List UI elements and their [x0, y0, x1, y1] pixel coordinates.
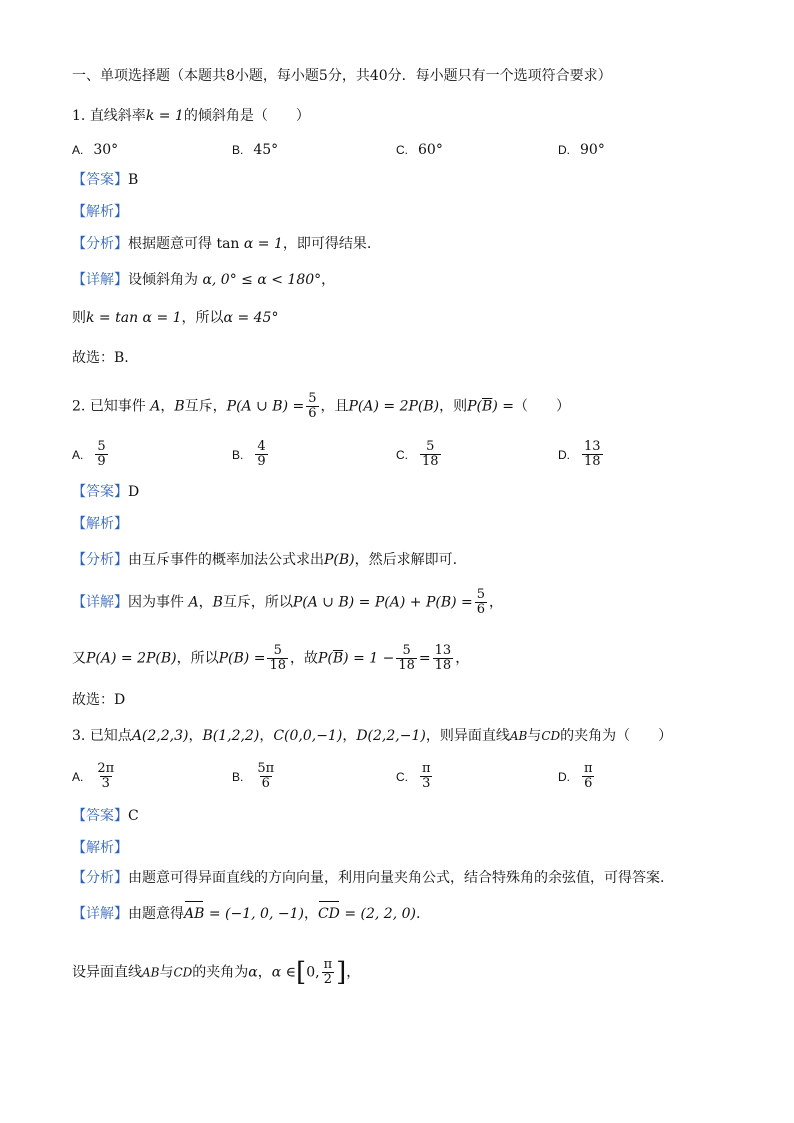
q2-fenxi-a: 由互斥事件的概率加法公式求出	[128, 552, 324, 568]
q1-detail-c: ，	[321, 272, 336, 288]
q2-fenxi-b: P(B)	[324, 552, 355, 568]
q3-option-b-label: B.	[232, 769, 244, 784]
q2-stem-k: $\overline{B}$	[482, 398, 493, 415]
q3-set-e: ，	[257, 964, 272, 981]
q3-option-a-den: 3	[101, 776, 110, 791]
question-1-text-a: 直线斜率	[89, 108, 146, 124]
q2-also-f1-den: 18	[269, 658, 286, 673]
q1-fenxi	[72, 234, 371, 254]
q3-stem-c: 与	[527, 728, 542, 744]
q2-option-b-den: 9	[257, 454, 266, 469]
q1-then-d: α = 45°	[223, 310, 279, 326]
q2-option-c-num: 5	[426, 439, 435, 454]
q2-stem-c: ，	[160, 398, 175, 415]
q1-option-b-label: B.	[232, 143, 244, 157]
analysis-tag: 【解析】	[72, 516, 128, 532]
q3-set-ab: AB	[142, 965, 160, 980]
q3-set-a: 设异面直线	[72, 964, 142, 981]
q2-stem-l: ) =	[492, 398, 514, 415]
q3-detail-c: ，	[303, 906, 318, 922]
q2-option-d-label: D.	[558, 447, 570, 462]
q1-detail	[72, 270, 335, 290]
q3-sep: ，	[259, 728, 274, 744]
q3-option-b	[232, 762, 278, 791]
left-bracket: [	[296, 957, 307, 988]
question-1-stem	[72, 106, 310, 126]
q1-choose: 故选：B.	[72, 350, 129, 366]
fenxi-tag: 【分析】	[72, 236, 128, 252]
q1-option-d-text: 90°	[580, 142, 605, 158]
q3-detail-a: 由题意得	[128, 906, 184, 922]
q3-option-d-den: 6	[584, 776, 593, 791]
q2-answer	[72, 482, 139, 502]
answer-tag: 【答案】	[72, 172, 128, 188]
section-title: 一、单项选择题（本题共8小题，每小题5分，共40分．每小题只有一个选项符合要求）	[72, 68, 612, 84]
question-2-number: 2.	[72, 398, 86, 415]
q2-option-a-label: A.	[72, 447, 84, 462]
q3-ab: AB	[509, 729, 528, 743]
q2-answer-value: D	[128, 484, 140, 500]
q2-detail-frac-den: 6	[476, 602, 486, 617]
q1-answer-value: B	[128, 172, 139, 188]
q2-also-f3-num: 13	[434, 643, 452, 658]
q3-option-c-den: 3	[422, 776, 431, 791]
q3-option-c-num: π	[422, 761, 431, 776]
q3-cd: CD	[541, 729, 561, 743]
q2-option-a	[72, 440, 110, 469]
q2-detail-b: A	[184, 594, 199, 611]
q1-then	[72, 308, 278, 328]
q2-stem-f: P(A ∪ B) =	[226, 398, 305, 415]
q2-option-c-label: C.	[396, 447, 408, 462]
q1-option-c	[396, 140, 443, 160]
q1-fenxi-a: 根据题意可得 tan	[128, 236, 240, 252]
q3-detail-b: = (−1, 0, −1)	[204, 906, 304, 922]
q2-stem-b: A	[145, 398, 161, 415]
q1-detail-b: α, 0° ≤ α < 180°	[198, 272, 322, 288]
q2-option-d-den: 18	[584, 454, 601, 469]
answer-tag: 【答案】	[72, 484, 128, 500]
q3-set	[72, 958, 360, 987]
q2-fenxi-c: ，然后求解即可.	[354, 552, 458, 568]
question-3-stem	[72, 726, 672, 746]
question-1-k-expr: k = 1	[145, 108, 184, 124]
q3-analysis-tag	[72, 838, 128, 858]
q3-option-a	[72, 762, 118, 791]
q1-analysis-tag	[72, 202, 128, 222]
q3-sep: ，	[342, 728, 357, 744]
q2-fraction	[306, 392, 318, 421]
q2-option-d	[558, 440, 605, 469]
q3-stem-b: ，则异面直线	[425, 728, 510, 744]
q2-stem-m: （ ）	[513, 398, 570, 415]
q3-point-b: B(1,2,2)	[202, 728, 260, 744]
q2-stem-d: B	[174, 398, 185, 415]
q3-option-d-num: π	[584, 761, 593, 776]
q3-fenxi-text: 由题意可得异面直线的方向向量，利用向量夹角公式，结合特殊角的余弦值，可得答案.	[128, 870, 665, 886]
question-3-number: 3.	[72, 728, 86, 744]
q2-also-d: P(B) =	[218, 650, 266, 667]
q2-detail-g: ，	[489, 594, 504, 611]
q2-detail	[72, 588, 503, 617]
q3-fenxi	[72, 868, 664, 888]
q2-also-f2-den: 18	[398, 658, 415, 673]
q1-option-b-text: 45°	[253, 142, 279, 158]
q2-also-b: P(A) = 2P(B)	[86, 650, 177, 667]
q3-detail-d: = (2, 2, 0)	[339, 906, 416, 922]
q3-option-a-num: 2π	[97, 761, 115, 776]
q2-also-f1-num: 5	[273, 643, 282, 658]
q1-option-a	[72, 140, 118, 160]
q2-stem-e: 互斥，	[184, 398, 227, 415]
q1-then-a: 则	[72, 310, 86, 326]
q2-detail-e: 互斥，所以	[222, 594, 293, 611]
q3-point-d: D(2,2,−1)	[356, 728, 426, 744]
q2-stem-i: ，则	[439, 398, 468, 415]
q3-vector-cd: CD	[317, 906, 340, 922]
q1-option-a-text: 30°	[93, 142, 119, 158]
fenxi-tag: 【分析】	[72, 870, 128, 886]
q2-stem-g: ，且	[320, 398, 349, 415]
q3-answer	[72, 806, 139, 826]
q1-option-a-label: A.	[72, 143, 84, 157]
q2-detail-d: B	[212, 594, 223, 611]
q3-point-a: A(2,2,3)	[131, 728, 189, 744]
q2-detail-f: P(A ∪ B) = P(A) + P(B) =	[292, 594, 473, 611]
q2-stem-h: P(A) = 2P(B)	[348, 398, 440, 415]
q2-also-h: ) = 1 −	[343, 650, 395, 667]
q2-option-a-num: 5	[97, 439, 106, 454]
q2-also	[72, 644, 469, 673]
q3-answer-value: C	[128, 808, 139, 824]
q3-option-c-label: C.	[396, 769, 408, 784]
q3-set-frac-den: 2	[323, 972, 332, 987]
question-1-number: 1.	[72, 108, 86, 124]
q2-option-a-den: 9	[97, 454, 106, 469]
q2-also-i: =	[418, 650, 431, 667]
detail-tag: 【详解】	[72, 906, 128, 922]
q2-frac-den: 6	[308, 406, 317, 421]
q2-detail-c: ，	[198, 594, 213, 611]
q3-set-b: 与	[159, 964, 174, 981]
q2-option-c	[396, 440, 443, 469]
q2-option-b-num: 4	[257, 439, 266, 454]
q3-detail	[72, 904, 420, 924]
q2-option-b	[232, 440, 270, 469]
q2-detail-a: 因为事件	[128, 594, 184, 611]
analysis-tag: 【解析】	[72, 840, 128, 856]
q2-stem-a: 已知事件	[89, 398, 146, 415]
fenxi-tag: 【分析】	[72, 552, 128, 568]
q1-answer	[72, 170, 138, 190]
q2-analysis-tag	[72, 514, 128, 534]
q2-also-f: P(	[317, 650, 333, 667]
q2-also-c: ，所以	[176, 650, 219, 667]
q1-option-c-text: 60°	[418, 142, 443, 158]
q3-detail-e: .	[415, 906, 421, 922]
q2-detail-frac-num: 5	[476, 587, 486, 602]
q3-option-b-den: 6	[261, 776, 270, 791]
question-2-stem	[72, 392, 570, 421]
detail-tag: 【详解】	[72, 272, 128, 288]
q3-set-d: α	[248, 964, 258, 981]
q1-detail-a: 设倾斜角为	[128, 272, 198, 288]
q3-option-c	[396, 762, 435, 791]
q1-option-d	[558, 140, 605, 160]
q3-stem-a: 已知点	[89, 728, 132, 744]
q3-set-h: ，	[346, 964, 361, 981]
q1-fenxi-b: α = 1	[239, 236, 283, 252]
q1-option-b	[232, 140, 278, 160]
q3-set-f: α ∈	[271, 964, 297, 981]
q3-set-cd: CD	[173, 965, 193, 980]
q2-also-f3-den: 18	[434, 658, 452, 673]
q2-choose: 故选：D	[72, 692, 126, 708]
q3-set-c: 的夹角为	[192, 964, 249, 981]
q1-option-c-label: C.	[396, 143, 408, 157]
detail-tag: 【详解】	[72, 594, 128, 611]
q3-stem-d: 的夹角为（ ）	[560, 728, 673, 744]
q2-stem-j: P(	[467, 398, 483, 415]
q2-also-e: ，故	[289, 650, 318, 667]
q2-option-c-den: 18	[422, 454, 439, 469]
q2-frac-num: 5	[308, 391, 317, 406]
q3-option-b-num: 5π	[257, 761, 275, 776]
q2-fenxi	[72, 550, 457, 570]
answer-tag: 【答案】	[72, 808, 128, 824]
right-bracket: ]	[336, 957, 347, 988]
q3-set-g: 0,	[306, 964, 320, 981]
q1-fenxi-c: ，即可得结果.	[282, 236, 372, 252]
q2-also-f2-num: 5	[402, 643, 411, 658]
q2-option-b-label: B.	[232, 447, 244, 462]
q2-also-j: ，	[455, 650, 470, 667]
question-1-text-b: 的倾斜角是（ ）	[183, 108, 310, 124]
analysis-tag: 【解析】	[72, 204, 128, 220]
q2-also-g: $\overline{B}$	[332, 650, 344, 667]
q3-option-d	[558, 762, 597, 791]
q3-sep: ，	[188, 728, 203, 744]
q1-then-c: ，所以	[181, 310, 224, 326]
q3-vector-ab: AB	[184, 906, 205, 922]
q2-also-a: 又	[72, 650, 86, 667]
q3-set-frac-num: π	[323, 957, 333, 972]
q1-option-d-label: D.	[558, 143, 570, 157]
q3-option-a-label: A.	[72, 769, 84, 784]
q1-then-b: k = tan α = 1	[86, 310, 182, 326]
q2-option-d-num: 13	[584, 439, 601, 454]
q3-point-c: C(0,0,−1)	[273, 728, 343, 744]
q3-option-d-label: D.	[558, 769, 570, 784]
